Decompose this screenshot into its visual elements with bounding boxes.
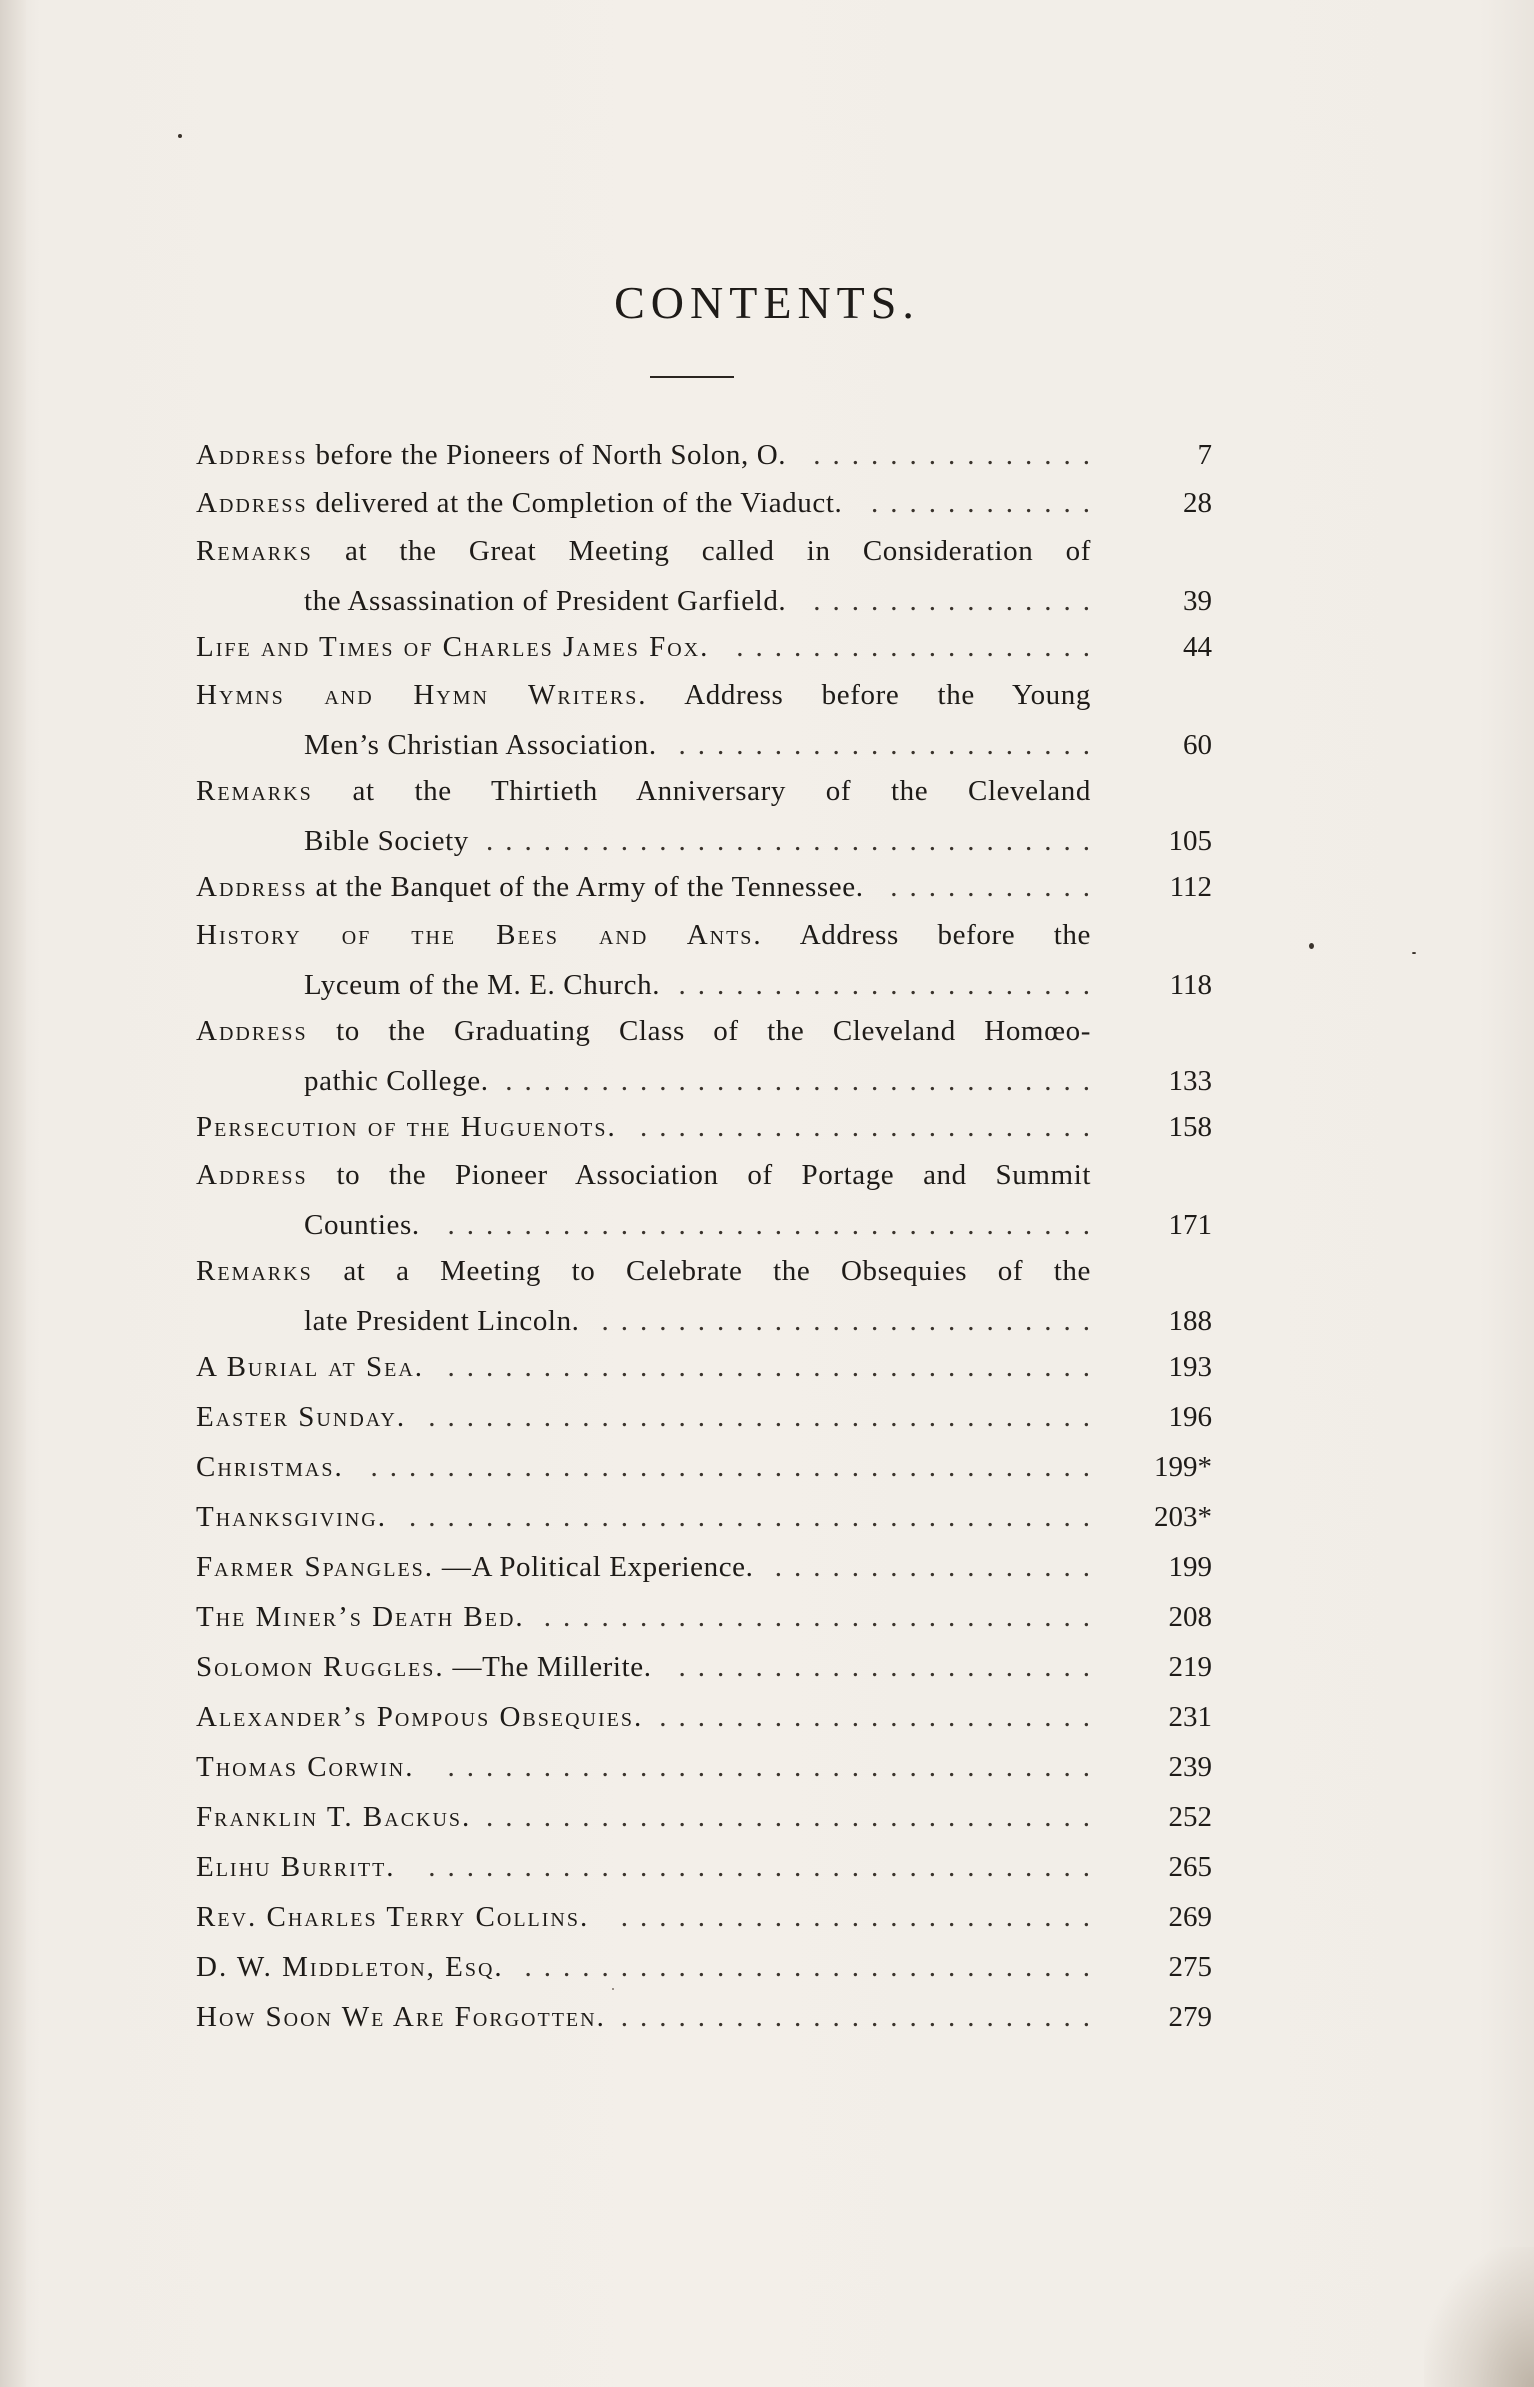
dot-leader: ...................... [678, 969, 1102, 1001]
toc-line [196, 1056, 1212, 1106]
toc-entry [196, 1592, 1212, 1642]
toc-line [196, 1442, 1212, 1492]
ink-speck [1309, 943, 1314, 949]
toc-entry [196, 1842, 1212, 1892]
toc-line-text [196, 1442, 344, 1492]
page-number: 133 [1168, 1065, 1212, 1097]
entry-heading: Life and Times of Charles James Fox. [196, 631, 710, 663]
toc-line-text [196, 1006, 1091, 1056]
toc-line [196, 766, 1212, 816]
toc-line [196, 1642, 1212, 1692]
toc-line-text [196, 1792, 471, 1842]
entry-heading: Easter Sunday. [196, 1401, 407, 1433]
dot-leader: ................... [736, 631, 1102, 663]
toc-line-text [196, 1692, 643, 1742]
toc-line [196, 1102, 1212, 1152]
toc-entry [196, 1246, 1212, 1346]
toc-line-text [304, 960, 660, 1010]
toc-line-text [196, 430, 786, 480]
toc-entry [196, 1442, 1212, 1492]
toc-line [196, 478, 1212, 528]
toc-line-text [304, 720, 657, 770]
toc-entry [196, 430, 1212, 480]
entry-description: Address before the Young [684, 679, 1091, 711]
toc-line [196, 1992, 1212, 2042]
entry-heading: Farmer Spangles. [196, 1551, 435, 1583]
toc-line-text [196, 1742, 414, 1792]
dot-leader: ............................... [505, 1065, 1102, 1097]
entry-description: to the Graduating Class of the Cleveland Homœo- [336, 1015, 1091, 1047]
toc-line [196, 1842, 1212, 1892]
toc-entry [196, 1942, 1212, 1992]
toc-line-text [304, 1056, 489, 1106]
toc-line [196, 1246, 1212, 1296]
toc-line-text [196, 766, 1091, 816]
dot-leader: ................................ [486, 825, 1102, 857]
page-number: 199* [1154, 1451, 1212, 1483]
entry-heading: D. W. Middleton, Esq. [196, 1951, 504, 1983]
entry-description: before the Pioneers of North Solon, O. [315, 439, 787, 471]
dot-leader: ................................... [428, 1851, 1102, 1883]
page-number: 7 [1197, 439, 1212, 471]
entry-description: —The Millerite. [452, 1651, 652, 1683]
entry-description: Bible Society [304, 825, 469, 857]
entry-description: Lyceum of the M. E. Church. [304, 969, 661, 1001]
entry-heading: Christmas. [196, 1451, 344, 1483]
toc-entry [196, 910, 1212, 1010]
entry-heading: History of the Bees and Ants. [196, 919, 763, 951]
toc-line [196, 1492, 1212, 1542]
entry-description: to the Pioneer Association of Portage and Summit [336, 1159, 1092, 1191]
toc-entry [196, 670, 1212, 770]
entry-heading: Thomas Corwin. [196, 1751, 415, 1783]
entry-description: pathic College. [304, 1065, 489, 1097]
toc-entry [196, 1102, 1212, 1152]
dot-leader: ................. [774, 1551, 1102, 1583]
toc-line-text [196, 1842, 396, 1892]
toc-entry [196, 766, 1212, 866]
dot-leader: ............... [813, 439, 1102, 471]
entry-heading: Address [196, 1159, 308, 1191]
page-number: 279 [1168, 2001, 1212, 2033]
entry-heading: Address [196, 871, 308, 903]
toc-entry [196, 478, 1212, 528]
entry-description: at the Thirtieth Anniversary of the Cleveland [352, 775, 1091, 807]
dot-leader: ....................... [659, 1701, 1102, 1733]
toc-line [196, 1692, 1212, 1742]
page-number: 44 [1183, 631, 1212, 663]
toc-line [196, 1150, 1212, 1200]
page-number: 39 [1183, 585, 1212, 617]
page-number: 219 [1168, 1651, 1212, 1683]
toc-line [196, 1542, 1212, 1592]
dot-leader: .................................. [447, 1351, 1102, 1383]
entry-description: at the Great Meeting called in Consideration of [344, 535, 1091, 567]
toc-line [196, 1792, 1212, 1842]
page-number: 265 [1168, 1851, 1212, 1883]
page-number: 105 [1168, 825, 1212, 857]
toc-line [196, 816, 1212, 866]
entry-description: the Assassination of President Garfield. [304, 585, 787, 617]
ink-speck [1412, 952, 1416, 954]
toc-line [196, 1742, 1212, 1792]
toc-line-text [196, 1892, 589, 1942]
page-number: 199 [1168, 1551, 1212, 1583]
ink-speck [178, 134, 182, 138]
entry-heading: A Burial at Sea. [196, 1351, 425, 1383]
toc-line-text [196, 1942, 504, 1992]
dot-leader: ........................ [640, 1111, 1102, 1143]
toc-line [196, 1392, 1212, 1442]
page-number: 196 [1168, 1401, 1212, 1433]
entry-description: late President Lincoln. [304, 1305, 580, 1337]
page-number: 112 [1169, 871, 1212, 903]
toc-line-text [196, 862, 864, 912]
entry-description: delivered at the Completion of the Viaduct. [315, 487, 843, 519]
toc-line-text [304, 1296, 580, 1346]
toc-entry [196, 1492, 1212, 1542]
entry-heading: Remarks [196, 1255, 313, 1287]
toc-line [196, 526, 1212, 576]
entry-description: at the Banquet of the Army of the Tennessee. [315, 871, 864, 903]
page-number: 171 [1168, 1209, 1212, 1241]
toc-line-text [304, 576, 786, 626]
page-number: 208 [1168, 1601, 1212, 1633]
page-number: 231 [1168, 1701, 1212, 1733]
toc-line [196, 1342, 1212, 1392]
toc-line-text [304, 816, 469, 866]
toc-entry [196, 1642, 1212, 1692]
entry-heading: Persecution of the Huguenots. [196, 1111, 617, 1143]
toc-entry [196, 1992, 1212, 2042]
entry-heading: Rev. Charles Terry Collins. [196, 1901, 590, 1933]
entry-description: —A Political Experience. [441, 1551, 754, 1583]
page-number: 158 [1168, 1111, 1212, 1143]
toc-line [196, 1592, 1212, 1642]
toc-line-text [196, 622, 709, 672]
toc-line-text [196, 526, 1091, 576]
entry-heading: Franklin T. Backus. [196, 1801, 472, 1833]
entry-description: Men’s Christian Association. [304, 729, 657, 761]
dot-leader: ............................. [543, 1601, 1102, 1633]
page-number: 118 [1169, 969, 1212, 1001]
entry-heading: Elihu Burritt. [196, 1851, 396, 1883]
page-number: 269 [1168, 1901, 1212, 1933]
dot-leader: ...................... [678, 729, 1102, 761]
dot-leader: ................................... [428, 1401, 1102, 1433]
toc-entry [196, 1392, 1212, 1442]
page-number: 252 [1168, 1801, 1212, 1833]
dot-leader: ........... [890, 871, 1102, 903]
toc-entry [196, 1006, 1212, 1106]
toc-entry [196, 1742, 1212, 1792]
entry-heading: Address [196, 487, 308, 519]
dot-leader: .............................. [524, 1951, 1102, 1983]
toc-line [196, 622, 1212, 672]
toc-line [196, 576, 1212, 626]
entry-description: at a Meeting to Celebrate the Obsequies of the [343, 1255, 1091, 1287]
entry-heading: Alexander’s Pompous Obsequies. [196, 1701, 644, 1733]
dot-leader: ......................... [620, 1901, 1102, 1933]
page-title: CONTENTS. [614, 277, 920, 328]
toc-line-text [196, 1150, 1091, 1200]
toc-line [196, 720, 1212, 770]
dot-leader: ......................... [620, 2001, 1102, 2033]
dot-leader: .......................... [601, 1305, 1102, 1337]
page-number: 60 [1183, 729, 1212, 761]
dot-leader: ................................ [486, 1801, 1102, 1833]
entry-heading: Remarks [196, 775, 313, 807]
dot-leader: ...................................... [370, 1451, 1102, 1483]
toc-line-text [196, 1992, 606, 2042]
toc-line [196, 430, 1212, 480]
entry-description: Counties. [304, 1209, 420, 1241]
dot-leader: .................................... [409, 1501, 1102, 1533]
page-gutter-shadow [0, 0, 26, 2387]
dot-leader: ............ [871, 487, 1102, 519]
dot-leader: ............... [813, 585, 1102, 617]
dot-leader: ...................... [678, 1651, 1102, 1683]
toc-line-text [196, 1642, 652, 1692]
toc-line-text [196, 1342, 424, 1392]
toc-entry [196, 1692, 1212, 1742]
toc-entry [196, 1342, 1212, 1392]
toc-line-text [196, 1102, 617, 1152]
toc-line-text [196, 1542, 754, 1592]
entry-heading: Thanksgiving. [196, 1501, 387, 1533]
toc-line-text [196, 670, 1091, 720]
toc-line [196, 670, 1212, 720]
entry-heading: How Soon We Are Forgotten. [196, 2001, 606, 2033]
toc-line [196, 1006, 1212, 1056]
toc-entry [196, 1892, 1212, 1942]
page-number: 275 [1168, 1951, 1212, 1983]
dot-leader: .................................. [447, 1209, 1102, 1241]
page-number: 239 [1168, 1751, 1212, 1783]
toc-line [196, 910, 1212, 960]
toc-entry [196, 1792, 1212, 1842]
toc-line [196, 862, 1212, 912]
entry-heading: Address [196, 1015, 308, 1047]
title-rule [650, 376, 734, 378]
toc-line-text [196, 1592, 525, 1642]
toc-line [196, 960, 1212, 1010]
entry-heading: Address [196, 439, 308, 471]
toc-entry [196, 622, 1212, 672]
toc-line-text [196, 1492, 387, 1542]
toc-line [196, 1892, 1212, 1942]
toc-line-text [196, 1392, 406, 1442]
toc-entry [196, 1542, 1212, 1592]
page-corner-wear [1424, 2247, 1534, 2387]
page-number: 203* [1154, 1501, 1212, 1533]
page-number: 188 [1168, 1305, 1212, 1337]
entry-heading: Solomon Ruggles. [196, 1651, 445, 1683]
toc-line-text [304, 1200, 420, 1250]
entry-heading: The Miner’s Death Bed. [196, 1601, 525, 1633]
toc-entry [196, 526, 1212, 626]
toc-line-text [196, 478, 842, 528]
entry-heading: Remarks [196, 535, 313, 567]
toc-line [196, 1942, 1212, 1992]
dot-leader: .................................. [447, 1751, 1102, 1783]
entry-heading: Hymns and Hymn Writers. [196, 679, 648, 711]
page-number: 28 [1183, 487, 1212, 519]
page-number: 193 [1168, 1351, 1212, 1383]
toc-line-text [196, 910, 1091, 960]
entry-description: Address before the [799, 919, 1091, 951]
toc-line [196, 1200, 1212, 1250]
toc-line-text [196, 1246, 1091, 1296]
toc-line [196, 1296, 1212, 1346]
toc-entry [196, 862, 1212, 912]
toc-entry [196, 1150, 1212, 1250]
